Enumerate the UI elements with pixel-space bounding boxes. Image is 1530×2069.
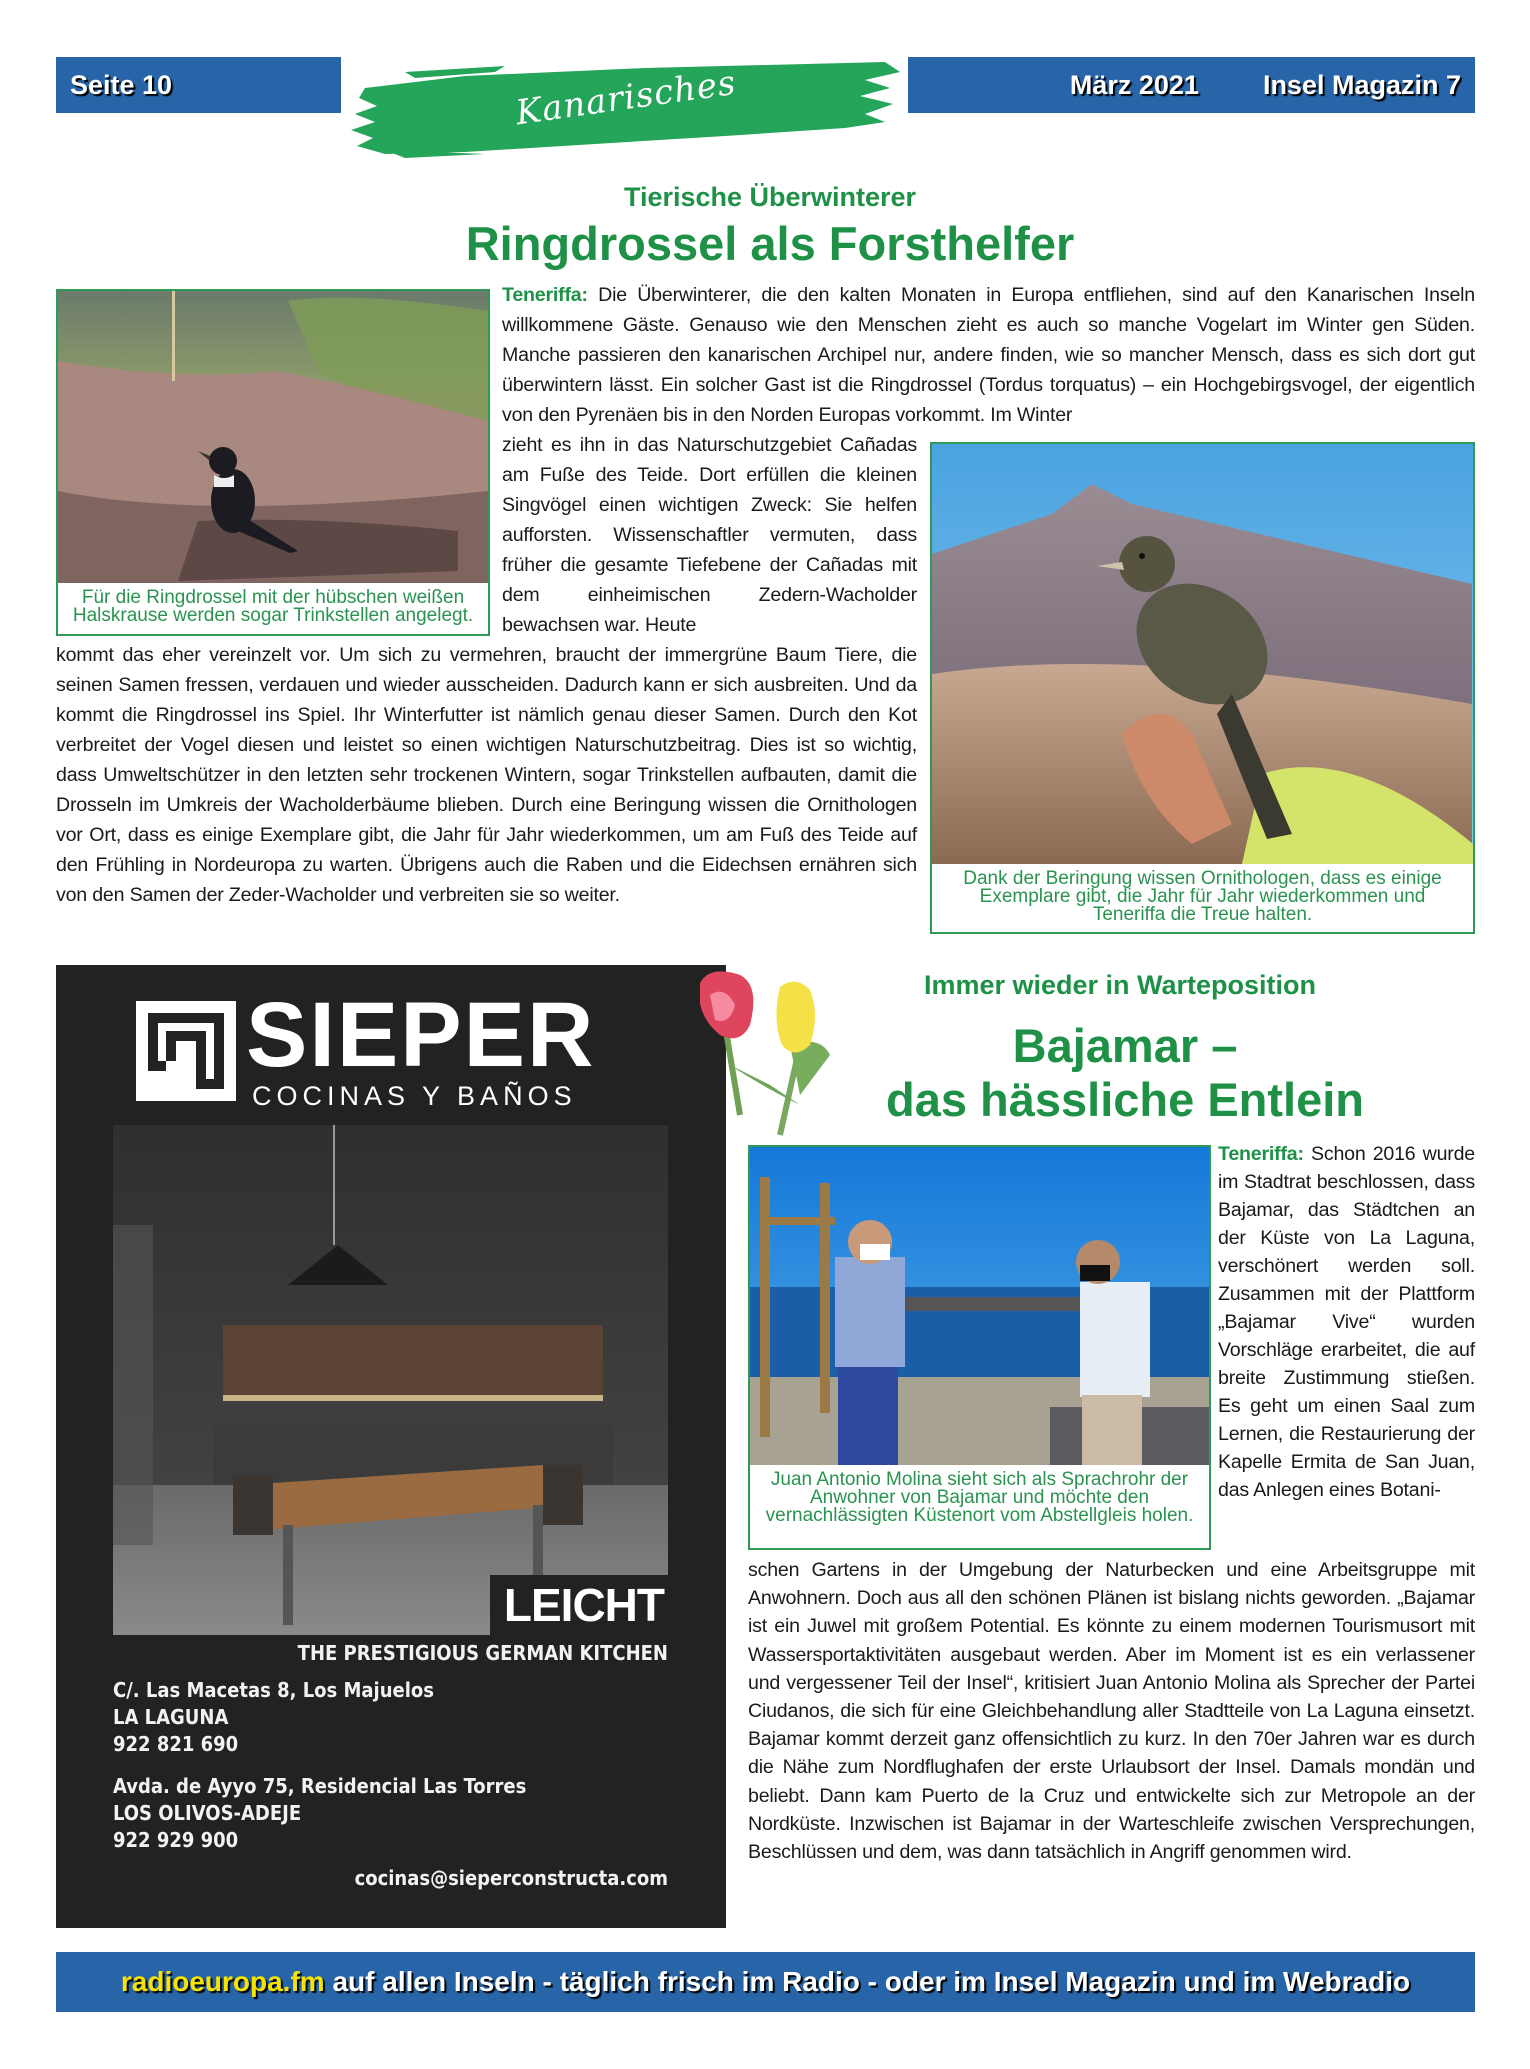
section-title: Kanarisches [513, 62, 739, 134]
section-brush-banner [345, 58, 905, 158]
address-adeje [113, 1773, 526, 1854]
article2-body-side [1218, 1140, 1475, 1504]
article2-body-bottom [748, 1556, 1475, 1866]
sieper-logo-mark [136, 1001, 236, 1101]
page-number: Seite 10 [70, 69, 173, 100]
photo2-caption: Dank der Beringung wissen Ornithologen, dass es einige Exemplare gibt, die Jahr für Jahr wiederkommen und Teneriffa die Treue halten. [963, 868, 1442, 925]
article1-body-mid [502, 430, 917, 640]
article1-body-top [502, 280, 1475, 430]
photo1-caption: Für die Ringdrossel mit der hübschen weißen Halskrause werden sogar Trinkstellen angelegt. [72, 587, 474, 626]
article2-paragraph-bottom: schen Gartens in der Umgebung der Naturbecken und eine Arbeitsgruppe mit Anwohnern. Doch aus all den schönen Plänen ist bislang nichts geworden. „Bajamar ist ein Juwel mit großem Potential. Es könnte zu einem modernen Tourismusort mit Wassersportaktivitäten ausgebaut werden. Aber im Moment ist es ein verlassener und vergessener Teil der Insel“, kritisiert Juan Antonio Molina als Sprecher der Partei Ciudanos, die sich für eine Gleichbehandlung aller Stadtteile von La Laguna einsetzt. Bajamar kommt derzeit ganz offensichtlich zu kurz. In den 70er Jahren war es durch die Nähe zum Nordflughafen der erste Urlaubsort der Insel. Damals mondän und beliebt. Dann kam Puerto de la Cruz und entwickelte sich zur Metropole an der Nordküste. Inzwischen ist Bajamar in der Warteschleife zwischen Versprechungen, Beschlüssen und dem, was dann tatsächlich in Angriff genommen wird. [748, 1559, 1475, 1864]
article1-body-bottom [56, 640, 917, 910]
article2-kicker: Immer wieder in Warteposition [923, 970, 1317, 1000]
article1-paragraph-mid: zieht es ihn in das Naturschutzgebiet Cañadas am Fuße des Teide. Dort erfüllen die kleinen Singvögel einen wichtigen Zweck: Sie helfen aufforsten. Wissenschaftler vermuten, dass früher die gesamte Tiefebene der Cañadas mit dem einheimischen Zedern-Wacholder bewachsen war. Heute [502, 434, 917, 636]
ad-email-link[interactable]: cocinas@sieperconstructa.com [354, 1866, 668, 1890]
address1-street: C/. Las Macetas 8, Los Majuelos [113, 1678, 434, 1702]
kitchen-photo [113, 1125, 668, 1635]
ring-ouzel-photo [58, 291, 488, 583]
header-page-bar [56, 57, 341, 113]
sieper-tagline: COCINAS Y BAÑOS [252, 1081, 577, 1111]
leicht-logo-box [490, 1575, 668, 1635]
photo-molina-bajamar [748, 1145, 1211, 1550]
article1-paragraph-bottom: kommt das eher vereinzelt vor. Um sich zu vermehren, braucht der immergrüne Baum Tiere, die seinen Samen fressen, verdauen und wieder ausscheiden. Dadurch kann er sich ausbreiten. Und da kommt die Ringdrossel ins Spiel. Ihr Winterfutter ist nämlich genau dieser Samen. Durch den Kot verbreitet der Vogel diesen und leistet so einen wichtigen Naturschutzbeitrag. Dies ist so wichtig, dass Umweltschützer in den letzten sehr trockenen Wintern, sogar Trinkstellen aufbauten, damit die Drosseln im Umkreis der Wacholderbäume blieben. Durch eine Beringung wissen die Ornithologen vor Ort, dass es einige Exemplare gibt, die Jahr für Jahr wiederkommen, um am Fuß des Teide auf den Frühling in Nordeuropa zu warten. Übrigens auch die Raben und die Eidechsen ernähren sich von den Samen der Zeder-Wacholder und verbreiten sie so weiter. [56, 644, 917, 906]
magazine-name: Insel Magazin 7 [1262, 69, 1461, 100]
article1-headline: Ringdrossel als Forsthelfer [465, 217, 1075, 270]
article1-kicker: Tierische Überwinterer [623, 182, 917, 212]
footer-website-link[interactable]: radioeuropa.fm [120, 1966, 325, 1997]
photo3-caption: Juan Antonio Molina sieht sich als Sprachrohr der Anwohner von Bajamar und möchte den vernachlässigten Küstenort vom Abstellgleis holen. [765, 1469, 1194, 1526]
tulip-decoration [700, 965, 840, 1145]
address-la-laguna [113, 1677, 434, 1758]
article1-paragraph-top: Die Überwinterer, die den kalten Monaten in Europa entfliehen, sind auf den Kanarischen Inseln willkommene Gäste. Genauso wie den Menschen zieht es auch so manche Vogelart im Winter gen Süden. Manche passieren den kanarischen Archipel nur, andere finden, wie so mancher Mensch, dass es sich dort gut überwintern lässt. Ein solcher Gast ist die Ringdrossel (Tordus torquatus) – ein Hochgebirgsvogel, der eigentlich von den Pyrenäen bis in den Norden Europas vorkommt. Im Winter [502, 284, 1475, 426]
address1-city: LA LAGUNA [113, 1705, 229, 1729]
sieper-brand-name: SIEPER [246, 984, 596, 1086]
leicht-slogan: THE PRESTIGIOUS GERMAN KITCHEN [297, 1641, 668, 1665]
address2-phone[interactable]: 922 929 900 [113, 1828, 239, 1852]
article2-headline-line2: das hässliche Entlein [885, 1073, 1364, 1126]
tulip-illustration [700, 965, 840, 1145]
header-date-bar [908, 57, 1475, 113]
address2-city: LOS OLIVOS-ADEJE [113, 1801, 302, 1825]
photo-ring-ouzel-drinking [56, 289, 490, 636]
banded-bird-photo [932, 444, 1473, 864]
issue-date: März 2021 [1069, 69, 1199, 100]
footer-banner [56, 1952, 1475, 2012]
photo-banded-bird-teide [930, 442, 1475, 934]
footer-tagline: auf allen Inseln - täglich frisch im Radio - oder im Insel Magazin und im Webradio [324, 1966, 1411, 1997]
article2-lead: Teneriffa: [1218, 1143, 1304, 1165]
address2-street: Avda. de Ayyo 75, Residencial Las Torres [113, 1774, 527, 1798]
sieper-logo-icon [136, 1001, 236, 1101]
article2-headline-line1: Bajamar – [1012, 1019, 1238, 1072]
kitchen-render-image [113, 1125, 668, 1635]
advertisement-sieper[interactable] [56, 965, 726, 1928]
leicht-logo: LEICHT [503, 1579, 664, 1631]
molina-coast-photo [750, 1147, 1209, 1465]
address1-phone[interactable]: 922 821 690 [113, 1732, 239, 1756]
article1-lead: Teneriffa: [502, 284, 588, 306]
article2-paragraph-side: Schon 2016 wurde im Stadtrat beschlossen, dass Bajamar, das Städtchen an der Küste von La Laguna, verschönert werden soll. Zusammen mit der Plattform „Bajamar Vive“ wurden Vorschläge erarbeitet, die auf breite Zustimmung stießen. Es geht um einen Saal zum Lernen, die Restaurierung der Kapelle Ermita de San Juan, das Anlegen eines Botani- [1218, 1143, 1475, 1501]
